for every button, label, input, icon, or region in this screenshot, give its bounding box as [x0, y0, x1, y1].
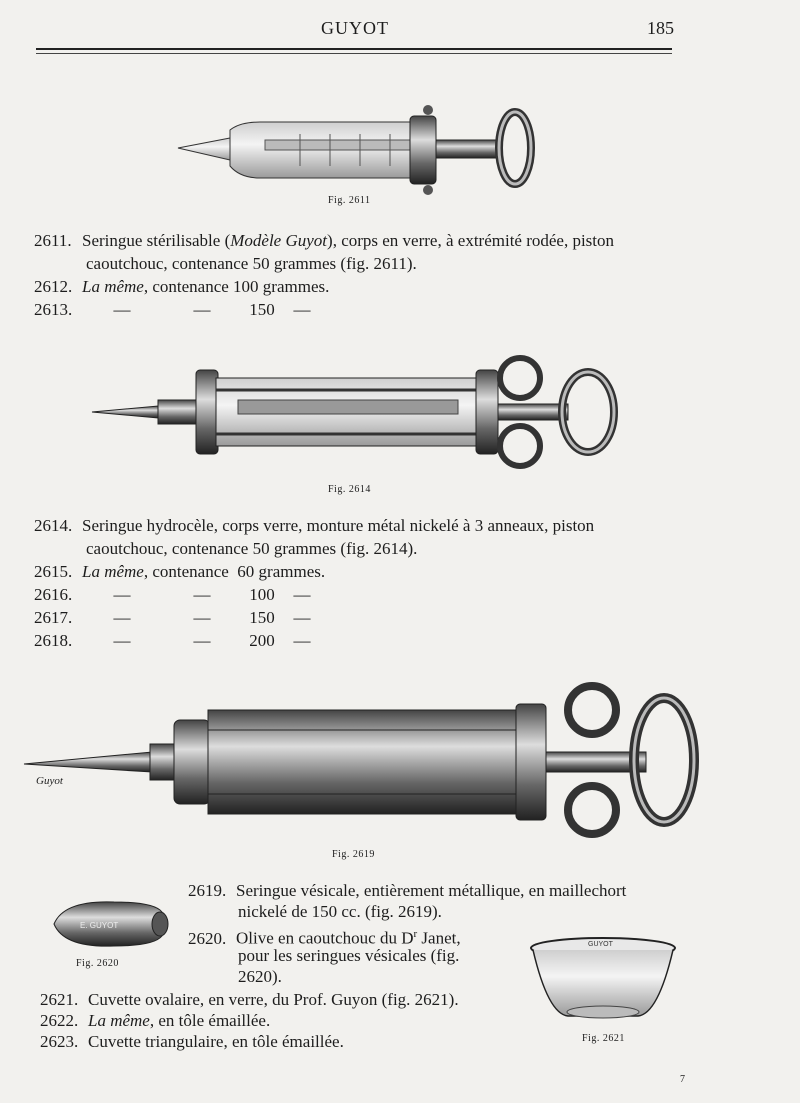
fig-2614-caption: Fig. 2614 [328, 484, 371, 495]
fig-2620-stamp: E. GUYOT [80, 921, 119, 930]
entry-2611: 2611. Seringue stérilisable (Modèle Guyot), corps en verre, à extrémité rodée, piston [34, 231, 615, 250]
entry-2622: 2622. La même, en tôle émaillée. [40, 1011, 271, 1030]
entry-number: 2613. [34, 300, 73, 319]
page-number: 185 [647, 18, 674, 38]
fig-2614-syringe-illustration [88, 350, 628, 480]
fig-2620-olive-illustration [44, 898, 174, 950]
entry-2611-line2: caoutchouc, contenance 50 grammes (fig. 2611). [86, 254, 417, 273]
entry-number: 2621. [40, 990, 79, 1009]
entry-number: 2619. [188, 881, 227, 900]
entry-number: 2623. [40, 1032, 79, 1051]
fig-2621-stamp: GUYOT [588, 941, 613, 948]
entry-2614: 2614. Seringue hydrocèle, corps verre, monture métal nickelé à 3 anneaux, piston [34, 516, 595, 535]
entry-2621: 2621. Cuvette ovalaire, en verre, du Prof. Guyon (fig. 2621). [40, 990, 459, 1009]
entry-number: 2616. [34, 585, 73, 604]
entry-2620: 2620. Olive en caoutchouc du $D^r$ Janet, [188, 928, 461, 948]
fig-2611-caption: Fig. 2611 [328, 195, 371, 206]
entry-number: 2614. [34, 516, 73, 535]
entry-2623: 2623. Cuvette triangulaire, en tôle émaillée. [40, 1032, 344, 1051]
entry-number: 2615. [34, 562, 73, 581]
entry-2619-line2: nickelé de 150 cc. (fig. 2619). [238, 902, 442, 921]
fig-2621-caption: Fig. 2621 [582, 1033, 625, 1044]
fig-2619-signature: Guyot [36, 775, 63, 787]
entry-2617: 2617. — — 150 — [34, 608, 311, 627]
entry-number: 2617. [34, 608, 73, 627]
header-rule [36, 48, 672, 50]
entry-number: 2612. [34, 277, 73, 296]
entry-2618: 2618. — — 200 — [34, 631, 311, 650]
fig-2619-caption: Fig. 2619 [332, 849, 375, 860]
fig-2611-syringe-illustration [170, 100, 540, 200]
entry-number: 2611. [34, 231, 72, 250]
entry-number: 2620. [188, 928, 227, 948]
fig-2621-basin-illustration [528, 934, 678, 1024]
entry-2620-line3: 2620). [238, 967, 282, 986]
entry-2615: 2615. La même, contenance 60 grammes. [34, 562, 326, 581]
fig-2619-syringe-illustration [22, 680, 702, 840]
entry-2612: 2612. La même, contenance 100 grammes. [34, 277, 330, 296]
entry-2616: 2616. — — 100 — [34, 585, 311, 604]
entry-number: 2622. [40, 1011, 79, 1030]
signature-mark: 7 [680, 1074, 685, 1085]
fig-2620-caption: Fig. 2620 [76, 958, 119, 969]
entry-2620-line2: pour les seringues vésicales (fig. [238, 946, 460, 965]
entry-number: 2618. [34, 631, 73, 650]
entry-2614-line2: caoutchouc, contenance 50 grammes (fig. 2614). [86, 539, 418, 558]
header-rule-thin [36, 53, 672, 54]
page-header-title: GUYOT [321, 18, 389, 38]
entry-2619: 2619. Seringue vésicale, entièrement métallique, en maillechort [188, 881, 627, 900]
entry-2613: 2613. — — 150 — [34, 300, 311, 319]
